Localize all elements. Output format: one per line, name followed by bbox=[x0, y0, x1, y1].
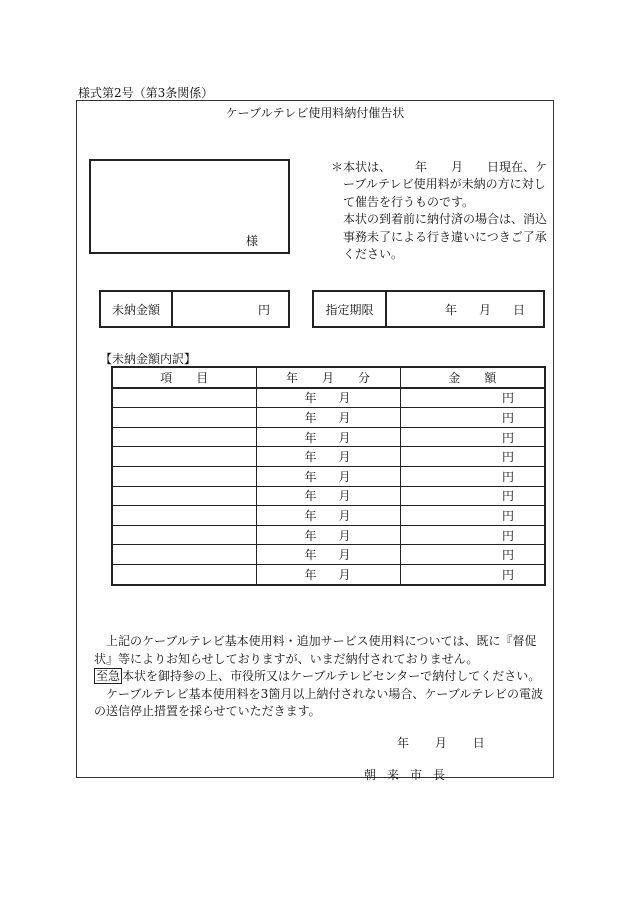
row-year: 年 bbox=[304, 450, 317, 465]
row-year: 年 bbox=[304, 567, 317, 582]
row-period-cell bbox=[256, 525, 400, 545]
row-period-cell bbox=[256, 486, 400, 506]
address-honorific: 様 bbox=[245, 234, 258, 248]
unpaid-amount-unit: 円 bbox=[257, 302, 270, 317]
unpaid-amount-value bbox=[173, 292, 288, 326]
row-month: 月 bbox=[338, 430, 351, 445]
issue-month: 月 bbox=[434, 736, 447, 750]
row-year: 年 bbox=[304, 489, 317, 504]
notice-text bbox=[331, 159, 549, 263]
document-title: ケーブルテレビ使用料納付催告状 bbox=[225, 106, 405, 120]
row-month: 月 bbox=[338, 489, 351, 504]
body-para2: 本状を御持参の上、市役所又はケーブルテレビセンターで納付してください。 bbox=[122, 669, 541, 684]
row-year: 年 bbox=[304, 430, 317, 445]
row-amount-cell: 円 bbox=[400, 388, 545, 408]
unpaid-amount-box bbox=[99, 290, 290, 328]
row-month: 月 bbox=[338, 528, 351, 543]
table-row bbox=[112, 564, 545, 584]
breakdown-table bbox=[111, 366, 546, 586]
row-item-cell bbox=[112, 427, 256, 447]
row-amount-cell: 円 bbox=[400, 408, 545, 428]
row-amount-cell: 円 bbox=[400, 486, 545, 506]
row-month: 月 bbox=[338, 469, 351, 484]
table-row bbox=[112, 466, 545, 486]
table-row bbox=[112, 447, 545, 467]
row-amount-cell: 円 bbox=[400, 427, 545, 447]
row-period-cell bbox=[256, 466, 400, 486]
notice-asterisk: ＊ bbox=[331, 160, 344, 174]
header-amount: 金 額 bbox=[400, 367, 545, 388]
row-item-cell bbox=[112, 388, 256, 408]
row-year: 年 bbox=[304, 410, 317, 425]
notice-line1-rest: 日現在、ケーブルテレビ使用料が未納の方に対して催告を行うものです。 bbox=[343, 160, 548, 209]
notice-line1-part1: 本状は、 bbox=[343, 160, 392, 174]
header-period: 年 月 分 bbox=[256, 367, 400, 388]
notice-line2: 本状の到着前に納付済の場合は、消込事務未了による行き違いにつきご了承ください。 bbox=[343, 212, 548, 262]
breakdown-header-row bbox=[112, 367, 545, 388]
body-para1: 上記のケーブルテレビ基本使用料・追加サービス使用料については、既に『督促状』等によりお知らせしておりますが、いまだ納付されておりません。 bbox=[94, 634, 537, 666]
row-item-cell bbox=[112, 545, 256, 565]
row-amount-cell: 円 bbox=[400, 447, 545, 467]
body-para3: ケーブルテレビ基本使用料を3箇月以上納付されない場合、ケーブルテレビの電波の送信停止措置を採らせていただきます。 bbox=[94, 686, 543, 719]
row-item-cell bbox=[112, 408, 256, 428]
row-month: 月 bbox=[338, 567, 351, 582]
form-number: 様式第2号（第3条関係） bbox=[78, 86, 214, 100]
row-item-cell bbox=[112, 564, 256, 584]
deadline-month: 月 bbox=[478, 302, 491, 317]
row-year: 年 bbox=[304, 528, 317, 543]
row-month: 月 bbox=[338, 450, 351, 465]
issuer-name: 朝来市長 bbox=[364, 768, 457, 782]
row-period-cell bbox=[256, 427, 400, 447]
row-period-cell bbox=[256, 545, 400, 565]
row-month: 月 bbox=[338, 548, 351, 563]
issue-day: 日 bbox=[472, 736, 485, 750]
header-item: 項 目 bbox=[112, 367, 256, 388]
deadline-value bbox=[387, 292, 543, 326]
body-para2-line bbox=[94, 668, 544, 686]
body-text bbox=[94, 633, 544, 721]
row-item-cell bbox=[112, 447, 256, 467]
row-month: 月 bbox=[338, 391, 351, 406]
table-row bbox=[112, 545, 545, 565]
deadline-year: 年 bbox=[444, 302, 457, 317]
row-item-cell bbox=[112, 525, 256, 545]
row-year: 年 bbox=[304, 508, 317, 523]
urgent-label: 至急 bbox=[96, 669, 121, 684]
table-row bbox=[112, 486, 545, 506]
row-amount-cell: 円 bbox=[400, 545, 545, 565]
row-period-cell bbox=[256, 564, 400, 584]
row-amount-cell: 円 bbox=[400, 466, 545, 486]
row-amount-cell: 円 bbox=[400, 506, 545, 526]
deadline-label: 指定期限 bbox=[314, 292, 387, 326]
notice-line1-month: 月 bbox=[451, 160, 464, 174]
issue-year: 年 bbox=[397, 736, 410, 750]
address-box bbox=[89, 159, 290, 254]
row-amount-cell: 円 bbox=[400, 525, 545, 545]
deadline-day: 日 bbox=[512, 302, 525, 317]
table-row bbox=[112, 525, 545, 545]
breakdown-title: 【未納金額内訳】 bbox=[100, 352, 197, 366]
unpaid-amount-label: 未納金額 bbox=[101, 292, 173, 326]
row-period-cell bbox=[256, 408, 400, 428]
table-row bbox=[112, 506, 545, 526]
row-item-cell bbox=[112, 486, 256, 506]
row-item-cell bbox=[112, 506, 256, 526]
table-row bbox=[112, 427, 545, 447]
row-period-cell bbox=[256, 447, 400, 467]
row-period-cell bbox=[256, 506, 400, 526]
row-year: 年 bbox=[304, 548, 317, 563]
row-year: 年 bbox=[304, 391, 317, 406]
issue-date bbox=[397, 734, 485, 751]
row-month: 月 bbox=[338, 508, 351, 523]
notice-line1-year: 年 bbox=[415, 160, 428, 174]
row-item-cell bbox=[112, 466, 256, 486]
row-year: 年 bbox=[304, 469, 317, 484]
table-row bbox=[112, 388, 545, 408]
row-amount-cell: 円 bbox=[400, 564, 545, 584]
row-period-cell bbox=[256, 388, 400, 408]
deadline-box bbox=[312, 290, 545, 328]
row-month: 月 bbox=[338, 410, 351, 425]
table-row bbox=[112, 408, 545, 428]
